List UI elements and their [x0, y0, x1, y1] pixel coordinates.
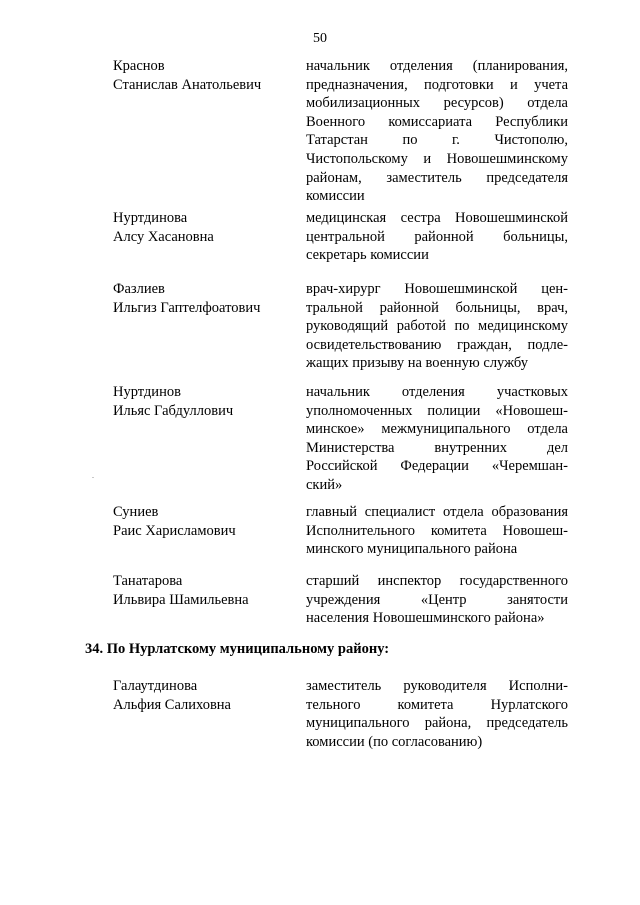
member-position [306, 677, 568, 751]
position-line: врач-хирург Новошешминской цен- [306, 281, 568, 297]
position-line: Исполнительного комитета Новошеш- [306, 522, 568, 539]
member-name [113, 503, 298, 540]
position-line: мобилизационных ресурсов) отдела [306, 95, 568, 112]
position-line: начальник отделения участковых [306, 384, 568, 400]
member-given-names: Ильяс Габдуллович [113, 402, 234, 419]
member-surname: Краснов [113, 58, 165, 74]
position-line: Российской Федерации «Черемшан- [306, 458, 568, 475]
position-line: населения Новошешминского района» [306, 610, 545, 627]
member-name [113, 57, 298, 94]
position-line: Татарстан по г. Чистополю, [306, 132, 568, 149]
member-given-names: Алсу Хасановна [113, 228, 214, 245]
member-name [113, 280, 298, 317]
member-position [306, 57, 568, 206]
member-surname: Суниев [113, 504, 159, 520]
position-line: секретарь комиссии [306, 247, 429, 264]
member-name [113, 572, 298, 609]
member-given-names: Раис Харисламович [113, 522, 236, 539]
member-position [306, 383, 568, 495]
member-name [113, 677, 298, 714]
position-line: заместитель руководителя Исполни- [306, 678, 568, 694]
position-line: комиссии [306, 188, 365, 205]
position-line: уполномоченных полиции «Новошеш- [306, 402, 568, 419]
position-line: тельного комитета Нурлатского [306, 696, 568, 713]
member-surname: Фазлиев [113, 281, 165, 297]
member-position [306, 209, 568, 265]
position-line: медицинская сестра Новошешминской [306, 210, 568, 226]
member-given-names: Ильвира Шамильевна [113, 591, 249, 608]
member-name [113, 209, 298, 246]
member-position [306, 280, 568, 373]
member-position [306, 503, 568, 559]
member-given-names: Станислав Анатольевич [113, 76, 262, 93]
position-line: муниципального района, председатель [306, 715, 568, 732]
member-surname: Нуртдинова [113, 210, 188, 226]
position-line: руководящий работой по медицинскому [306, 318, 568, 335]
position-line: главный специалист отдела образования [306, 504, 568, 520]
position-line: минское» межмуниципального отдела [306, 421, 568, 438]
position-line: учреждения «Центр занятости [306, 591, 568, 608]
member-given-names: Альфия Салиховна [113, 696, 231, 713]
position-line: Чистопольскому и Новошешминскому [306, 150, 568, 167]
position-line: минского муниципального района [306, 541, 518, 558]
position-line: комиссии (по согласованию) [306, 733, 483, 750]
member-surname: Нуртдинов [113, 384, 181, 400]
position-line: предназначения, подготовки и учета [306, 76, 568, 93]
position-line: освидетельствованию граждан, подле- [306, 336, 568, 353]
member-surname: Танатарова [113, 573, 183, 589]
position-line: районам, заместитель председателя [306, 169, 568, 186]
position-line: жащих призыву на военную службу [306, 355, 529, 372]
member-given-names: Ильгиз Гаптелфоатович [113, 299, 261, 316]
position-line: центральной районной больницы, [306, 228, 568, 245]
member-surname: Галаутдинова [113, 678, 198, 694]
position-line: Министерства внутренних дел [306, 439, 568, 456]
position-line: старший инспектор государственного [306, 573, 568, 589]
position-line: ский» [306, 476, 343, 493]
member-position [306, 572, 568, 628]
page-number: 50 [313, 31, 327, 46]
position-line: начальник отделения (планирования, [306, 58, 568, 74]
position-line: Военного комиссариата Республики [306, 113, 568, 130]
member-name [113, 383, 298, 420]
section-heading: 34. По Нурлатскому муниципальному району: [85, 641, 390, 657]
position-line: тральной районной больницы, врач, [306, 299, 568, 316]
scan-mark [92, 477, 94, 478]
